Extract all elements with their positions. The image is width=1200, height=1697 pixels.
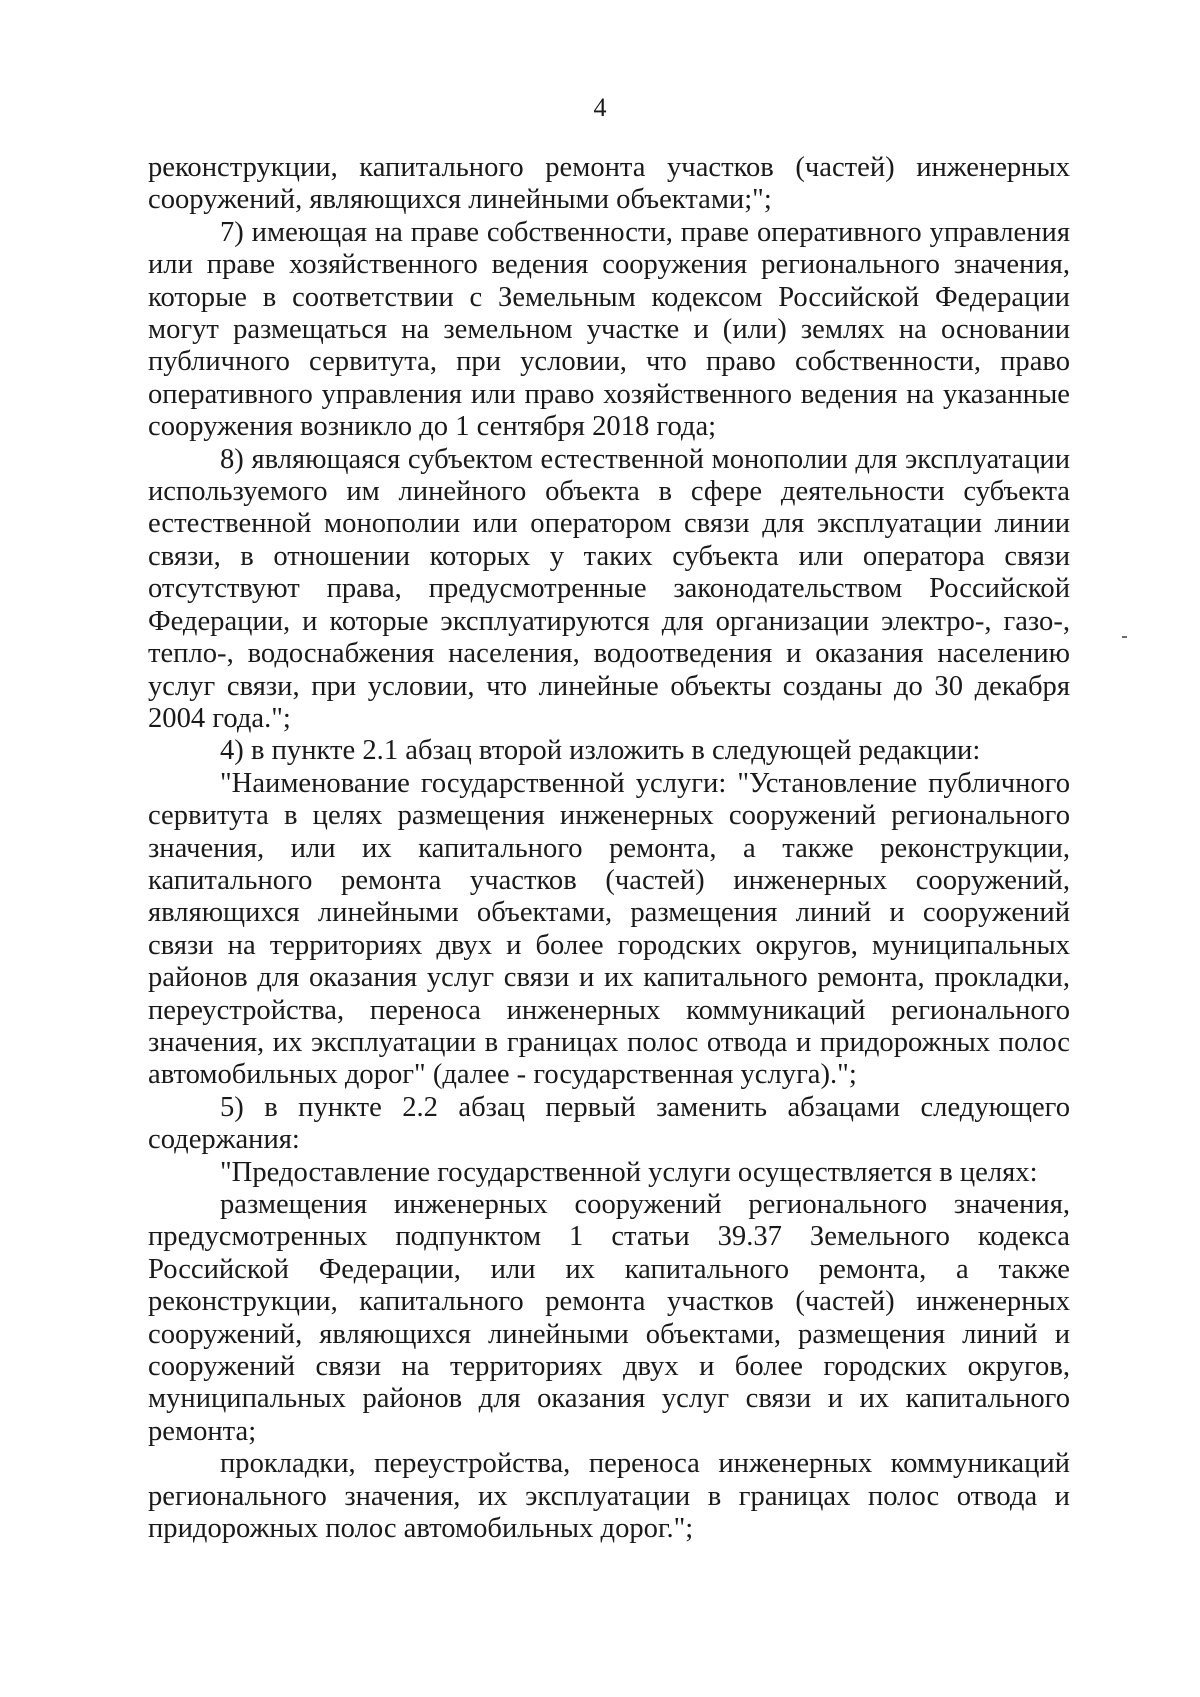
paragraph-item-8: 8) являющаяся субъектом естественной монополии для эксплуатации используемого им линейного объекта в сфере деятельности субъекта естественной монополии или оператором связи для эксплуатации линии связи, в отношении которых у таких субъекта или оператора связи отсутствуют права, предусмотренные законодательством Российской Федерации, и которые эксплуатируются для организации электро-, газо-, тепло-, водоснабжения населения, водоотведения и оказания населению услуг связи, при условии, что линейные объекты созданы до 30 декабря 2004 года."; <box>148 443 1070 734</box>
paragraph-amendment-4: 4) в пункте 2.1 абзац второй изложить в следующей редакции: <box>220 735 981 767</box>
paragraph-continuation: реконструкции, капитального ремонта участков (частей) инженерных сооружений, являющихся линейными объектами;"; <box>148 152 1070 216</box>
scan-mark <box>1122 636 1127 638</box>
paragraph-amendment-5: 5) в пункте 2.2 абзац первый заменить абзацами следующего содержания: <box>148 1091 1070 1156</box>
page-number: 4 <box>593 93 607 122</box>
paragraph-service-purpose: "Предоставление государственной услуги осуществляется в целях: <box>220 1156 1038 1188</box>
document-body <box>148 152 1070 1545</box>
paragraph-service-name: "Наименование государственной услуги: "Установление публичного сервитута в целях размещения инженерных сооружений регионального значения, или их капитального ремонта, а также реконструкции, капитального ремонта участков (частей) инженерных сооружений, являющихся линейными объектами, размещения линий и сооружений связи на территориях двух и более городских округов, муниципальных районов для оказания услуг связи и их капитального ремонта, прокладки, переустройства, переноса инженерных коммуникаций регионального значения, их эксплуатации в границах полос отвода и придорожных полос автомобильных дорог" (далее - государственная услуга)."; <box>148 767 1070 1091</box>
paragraph-item-7: 7) имеющая на праве собственности, праве оперативного управления или праве хозяйственного ведения сооружения регионального значения, которые в соответствии с Земельным кодексом Российской Федерации могут размещаться на земельном участке и (или) землях на основании публичного сервитута, при условии, что право собственности, право оперативного управления или право хозяйственного ведения на указанные сооружения возникло до 1 сентября 2018 года; <box>148 216 1070 443</box>
paragraph-purpose-placement: размещения инженерных сооружений регионального значения, предусмотренных подпунктом 1 статьи 39.37 Земельного кодекса Российской Федерации, или их капитального ремонта, а также реконструкции, капитального ремонта участков (частей) инженерных сооружений, являющихся линейными объектами, размещения линий и сооружений связи на территориях двух и более городских округов, муниципальных районов для оказания услуг связи и их капитального ремонта; <box>148 1189 1070 1447</box>
paragraph-purpose-laying: прокладки, переустройства, переноса инженерных коммуникаций регионального значения, их эксплуатации в границах полос отвода и придорожных полос автомобильных дорог."; <box>148 1448 1070 1545</box>
